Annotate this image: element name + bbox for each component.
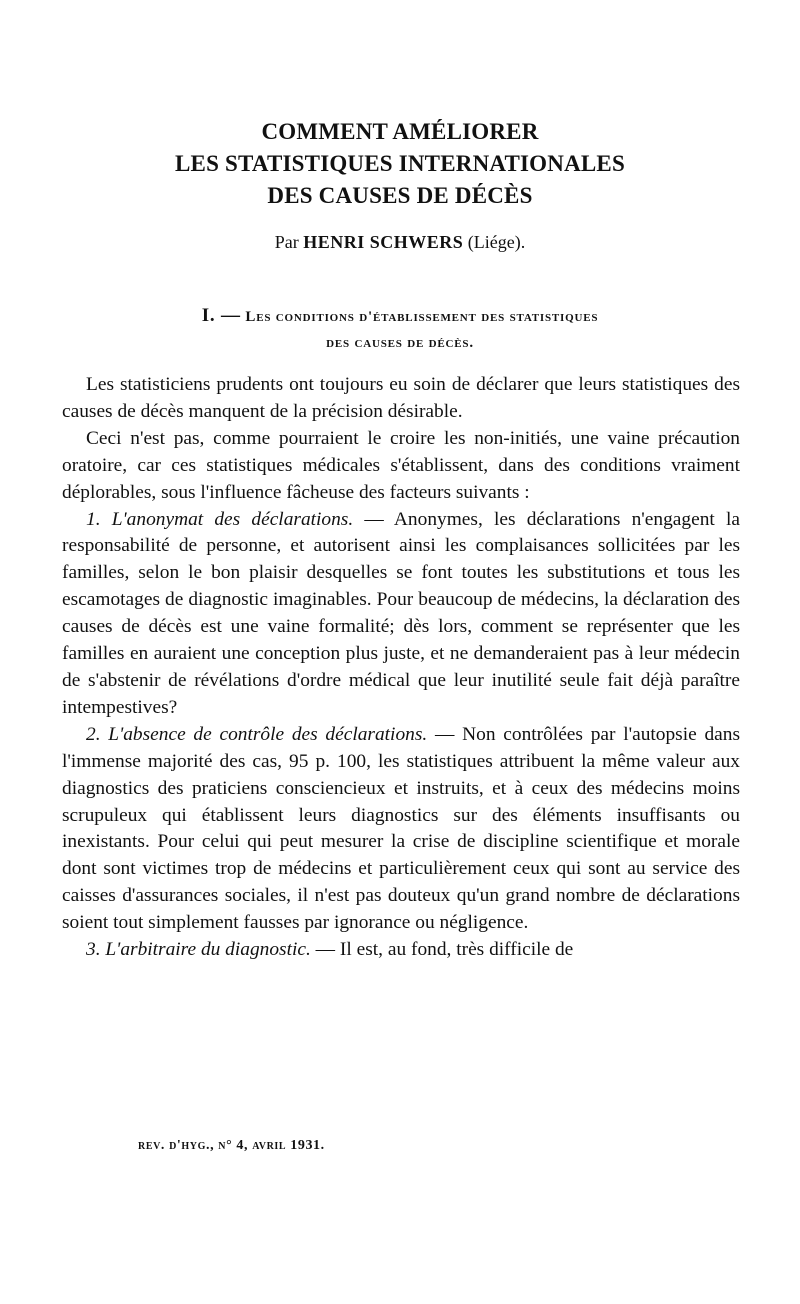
list-item-3-text: — Il est, au fond, très difficile de [310, 939, 574, 961]
author-location: (Liége). [467, 232, 526, 252]
paragraph-intro: Les statisticiens prudents ont toujours eu soin de déclarer que leurs statistiques des causes de décès manquent de la précision désirable. [62, 374, 740, 422]
list-item-3-label: 3. L'arbitraire du diagnostic. [86, 939, 311, 961]
list-item-2-label: 2. L'absence de contrôle des déclarations. [86, 723, 428, 745]
list-item-2-text: — Non contrôlées par l'autopsie dans l'immense majorité des cas, 95 p. 100, les statistiques attribuent la même valeur aux diagnostics des praticiens consciencieux et instruits, et à ceux des médecins moins scrupuleux qui établissent leurs diagnostics sur des éléments insuffisants ou inexistants. Pour celui qui peut mesurer la crise de discipline scientifique et morale dont sont victimes trop de médecins et particulièrement ceux qui sont au service des caisses d'assurances sociales, il n'est pas douteux qu'un grand nombre de déclarations soient tout simplement fausses par ignorance ou négligence. [62, 723, 740, 934]
article-title [0, 116, 800, 212]
byline [0, 230, 800, 254]
list-item-1-label: 1. L'anonymat des déclarations. [86, 508, 354, 530]
section-number: I. — [201, 305, 241, 326]
section-title-line-1: Les conditions d'établissement des statistiques [245, 309, 599, 325]
section-title-line-2: des causes de décès. [326, 335, 474, 351]
title-line-3: DES CAUSES DE DÉCÈS [267, 183, 533, 208]
paragraph-context: Ceci n'est pas, comme pourraient le croire les non-initiés, une vaine précaution oratoire, car ces statistiques médicales s'établissent, dans des conditions vraiment déplorables, sous l'influence fâcheuse des facteurs suivants : [62, 427, 740, 503]
list-item-3 [62, 937, 740, 964]
journal-footer: rev. d'hyg., n° 4, avril 1931. [138, 1138, 325, 1153]
list-item-2 [62, 722, 740, 937]
title-line-1: COMMENT AMÉLIORER [261, 119, 539, 144]
author-name: HENRI SCHWERS [303, 232, 464, 252]
article-body [62, 372, 740, 964]
byline-prefix: Par [274, 232, 299, 252]
section-heading [0, 303, 800, 356]
title-line-2: LES STATISTIQUES INTERNATIONALES [175, 151, 625, 176]
list-item-1-text: — Anonymes, les déclarations n'engagent la responsabilité de personne, et autorisent ainsi les complaisances sollicitées par les familles, selon le bon plaisir desquelles se font toutes les substitutions et tous les escamotages de diagnostic imaginables. Pour beaucoup de médecins, la déclaration des causes de décès est une vaine formalité; dès lors, comment se représenter que les familles en auraient une conception plus juste, et ne demanderaient pas à leur médecin de s'abstenir de révélations d'ordre médical que leur inutilité seule fait déjà paraître intempestives? [62, 508, 740, 718]
list-item-1 [62, 507, 740, 722]
